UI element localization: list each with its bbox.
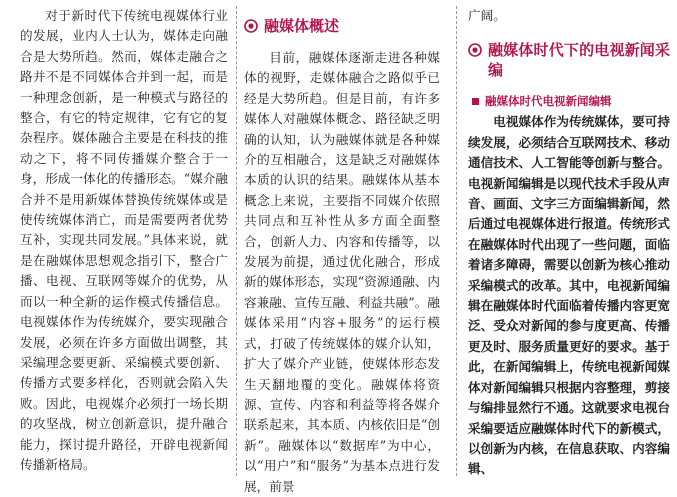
target-circle-icon (244, 19, 258, 33)
body-paragraph: 目前，融媒体逐渐走进各种媒体的视野，走媒体融合之路似乎已经是大势所趋。但是目前，有许多媒体人对融媒体概念、路径缺乏明确的认知，认为融媒体就是各种媒介的互相融合，这是缺乏对融媒体本质的认识的结果。融媒体从基本概念上来说，主要指不同媒介依照共同点和互补性从多方面全面整合，创新人力、内容和传播等，以发展为前提，通过优化融合，形成新的媒体形态，实现“资源通融、内容兼融、宣传互融、利益共融”。融媒体采用“内容+服务”的运行模式，打破了传统媒体的媒介认知，扩大了媒介产业链，使媒体形态发生天翻地覆的变化。融媒体将资源、宣传、内容和利益等将各媒介联系起来，其本质、内核依旧是“创新”。融媒体以“数据库”为中心，以“用户”和“服务”为基本点进行发展，前景 (244, 50, 440, 494)
body-paragraph: 对于新时代下传统电视媒体行业的发展，业内人士认为，媒体走向融合是大势所趋。然而，媒体走融合之路并不是不同媒体合并到一起，而是一种理念创新，是一种模式与路径的整合，有它的特定规律，它有它的复杂程序。媒体融合主要是在科技的推动之下，将不同传播媒介整合于一身，形成一体化的传播形态。“媒介融合并不是用新媒体替换传统媒体或是使传统媒体消亡，而是需要两者优势互补，实现共同发展。”具体来说，就是在融媒体思想观念指引下，整合广播、电视、互联网等媒介的优势，从而以一种全新的运作模式传播信息。电视媒体作为传统媒介，要实现融合发展，必须在许多方面做出调整，其采编理念要更新、采编模式要创新、传播方式要多样化，否则就会陷入失败。因此，电视媒介必须打一场长期的攻坚战，树立创新意识，提升融合能力，探讨提升路径，开辟电视新闻传播新格局。 (20, 8, 228, 472)
sub-heading (468, 92, 670, 110)
body-paragraph: 电视媒体作为传统媒体，要可持续发展，必须结合互联网技术、移动通信技术、人工智能等创新与整合。电视新闻编辑是以现代技术手段从声音、画面、文字三方面编辑新闻，然后通过电视媒体进行报道。传统形式在融媒体时代出现了一些问题，面临着诸多障碍，需要以创新为核心推动采编模式的改革。其中，电视新闻编辑在融媒体时代面临着传播内容更宽泛、受众对新闻的参与度更高、传播更及时、服务质量更好的要求。基于此，在新闻编辑上，传统电视新闻媒体对新闻编辑只根据内容整理，剪接与编排显然行不通。这就要求电视台采编要适应融媒体时代下的新模式，以创新为内核，在信息获取、内容编辑、 (468, 114, 670, 477)
column-divider (456, 6, 457, 476)
target-circle-icon (468, 43, 482, 57)
square-bullet-icon (472, 98, 479, 105)
continued-text: 广阔。 (468, 8, 506, 23)
section-heading (468, 40, 670, 80)
article-column-1 (20, 6, 228, 475)
article-column-3 (468, 6, 670, 480)
article-column-2 (244, 6, 440, 497)
sub-heading-text: 融媒体时代电视新闻编辑 (485, 94, 612, 109)
section-heading (244, 16, 440, 36)
section-heading-text: 融媒体时代下的电视新闻采编 (488, 41, 670, 80)
column-divider (236, 6, 237, 476)
section-heading-text: 融媒体概述 (264, 17, 340, 35)
